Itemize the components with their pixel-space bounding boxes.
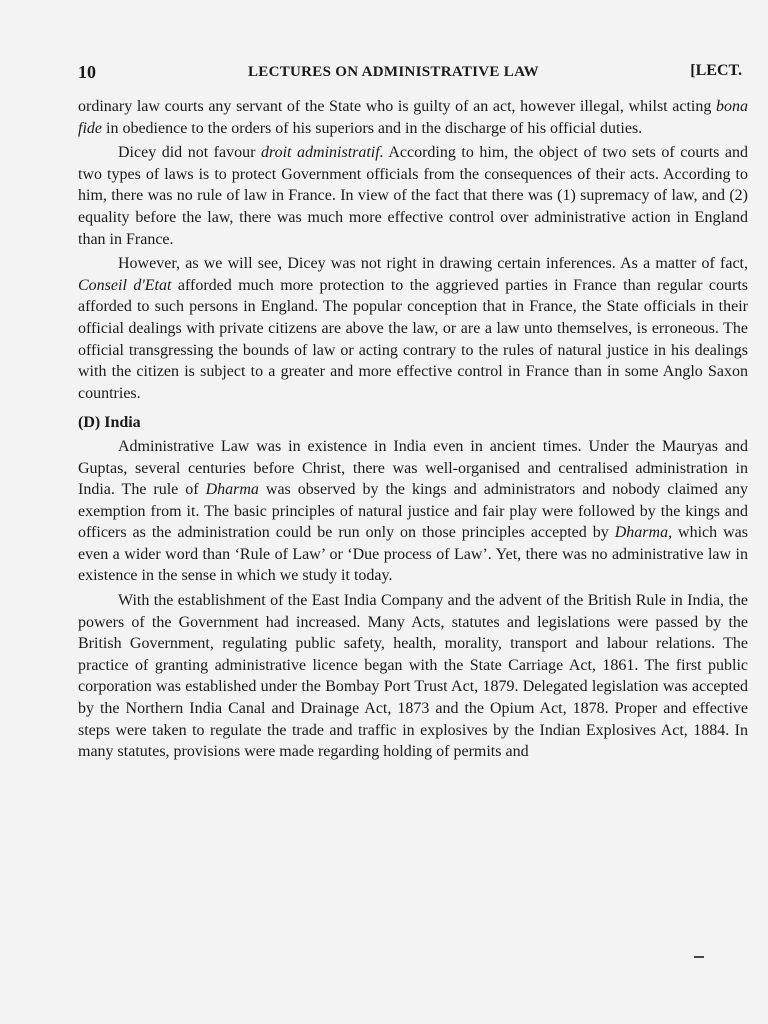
paragraph-british-rule: With the establishment of the East India Company and the advent of the British Rule in India, the powers of the Government had increased. Many Acts, statutes and legislations were passed by the British Government, regulating public safety, health, morality, transport and labour relations. The practice of granting administrative licence began with the State Carriage Act, 1861. The first public corporation was established under the Bombay Port Trust Act, 1879. Delegated legislation was accepted by the Northern India Canal and Drainage Act, 1873 and the Opium Act, 1878. Proper and effective steps were taken to regulate the trade and traffic in explosives by the Indian Explosives Act, 1884. In many statutes, provisions were made regarding holding of permits and: [78, 592, 748, 761]
italic-term: Dharma: [205, 481, 259, 499]
paragraph-however: [78, 253, 748, 404]
body-text: [78, 96, 748, 766]
paragraph-text: Administrative Law was in existence in India even in ancient times. Under the Mauryas and Guptas, several centuries before Christ, there was well-organised and centralised administration in India. The rule of: [78, 437, 748, 499]
paragraph-india-ancient: [78, 436, 748, 587]
paragraph-text: was observed by the kings and administrators and nobody claimed any exemption from it. The basic principles of natural justice and fair play were followed by the kings and officers as the administration could be run only on those principles accepted by: [78, 481, 749, 542]
section-heading-india: (D) India: [78, 414, 141, 432]
section-marker: [LECT.: [690, 62, 742, 79]
italic-term: droit administratif.: [260, 144, 384, 162]
paragraph-text: ordinary law courts any servant of the State who is guilty of an act, however illegal, whilst acting: [78, 98, 716, 115]
paragraph-continuation: [78, 96, 748, 139]
scan-mark: [694, 956, 704, 958]
paragraph-text: However, as we will see, Dicey was not right in drawing certain inferences. As a matter of fact,: [118, 255, 748, 273]
paragraph-dicey: [78, 142, 748, 250]
paragraph-text: in obedience to the orders of his superiors and in the discharge of his official duties.: [102, 119, 643, 137]
italic-term: Conseil d'Etat: [78, 276, 172, 294]
page-number: 10: [78, 62, 96, 82]
italic-term: Dharma,: [614, 524, 673, 542]
paragraph-text: Dicey did not favour: [118, 144, 261, 162]
italic-term: bona fide: [78, 98, 748, 137]
paragraph-text: afforded much more protection to the aggrieved parties in France than regular courts afforded to such persons in England. The popular conception that in France, the State officials in their official dealings with private citizens are above the law, or are a law unto themselves, is erroneous. The official transgressing the bounds of law or acting contrary to the rules of natural justice in his dealings with the citizen is subject to a greater and more effective control in France than in some Anglo Saxon countries.: [78, 276, 748, 402]
running-title: LECTURES ON ADMINISTRATIVE LAW: [248, 64, 539, 80]
paragraph-text: According to him, the object of two sets of courts and two types of laws is to protect Government officials from the consequences of their acts. According to him, there was no rule of law in France. In view of the fact that there was (1) supremacy of law, and (2) equality before the law, there was much more effective control over administrative action in England than in France.: [78, 144, 748, 248]
page-header: [78, 60, 742, 86]
paragraph-text: which was even a wider word than ‘Rule of Law’ or ‘Due process of Law’. Yet, there was no administrative law in existence in the sense in which we study it today.: [78, 524, 749, 585]
